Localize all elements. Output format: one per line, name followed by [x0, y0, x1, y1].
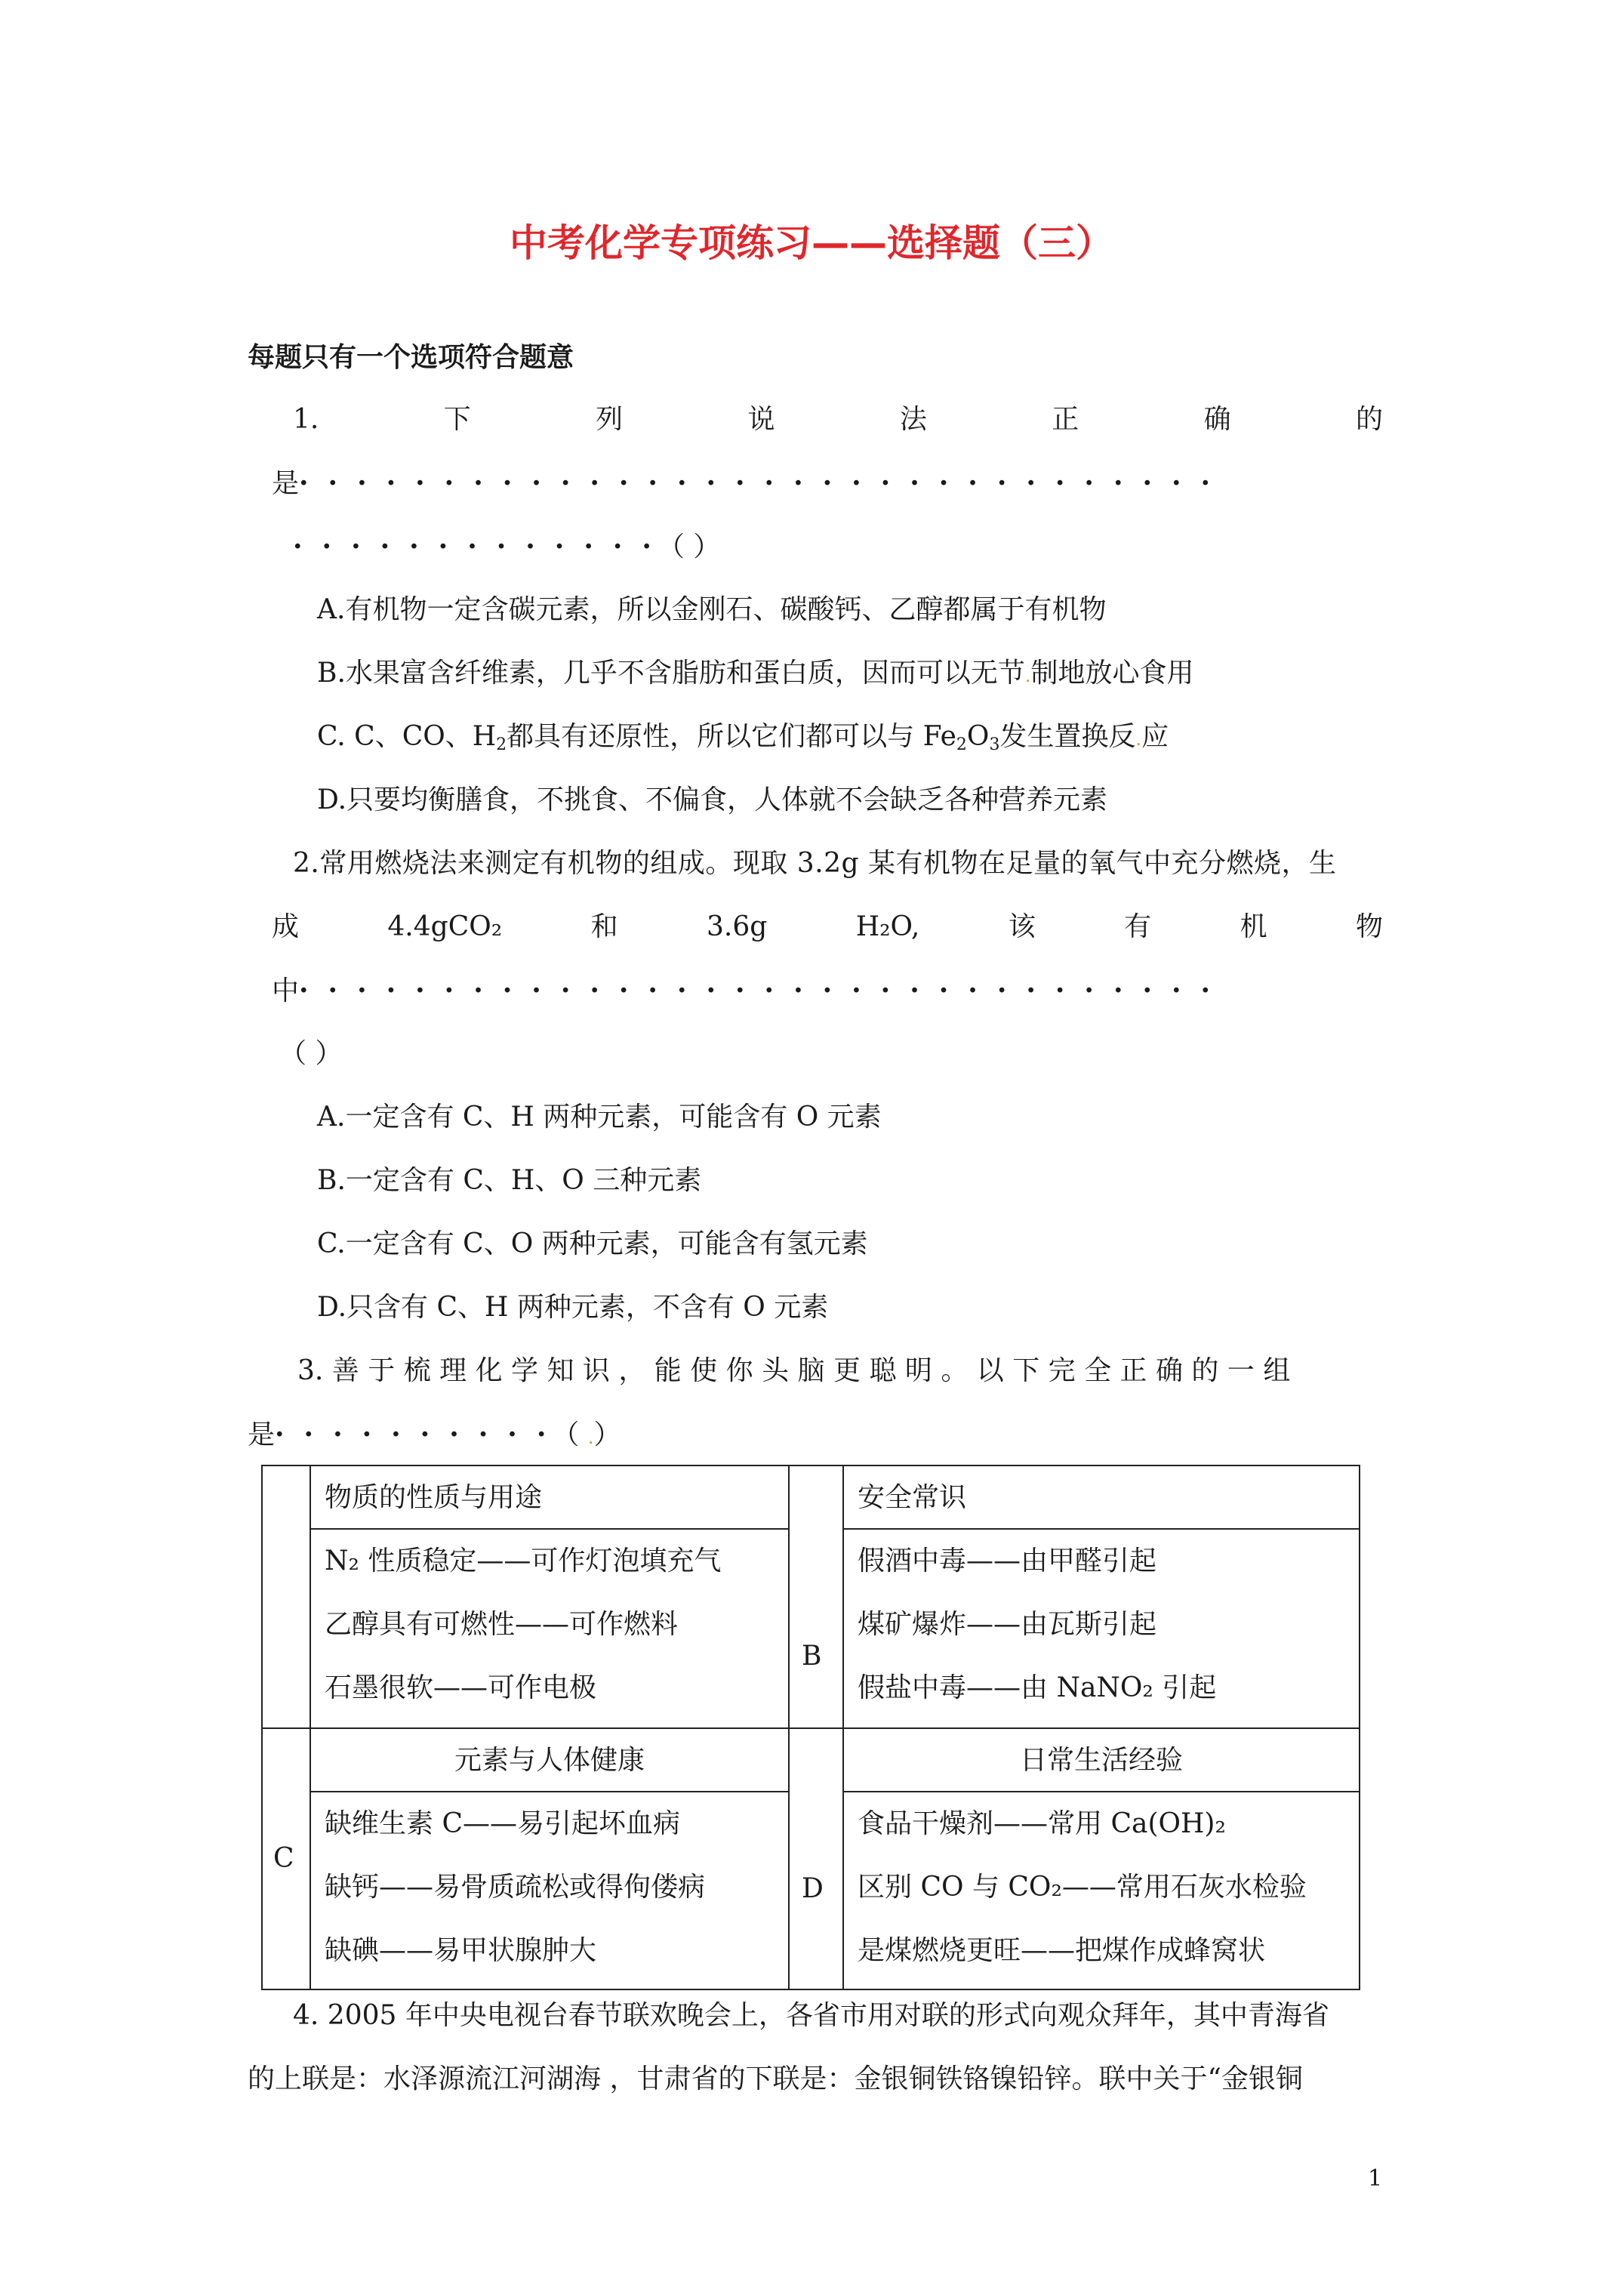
table-a-line: 乙醇具有可燃性——可作燃料	[325, 1609, 679, 1640]
table-d-line: 食品干燥剂——常用 Ca(OH)₂	[858, 1808, 1226, 1839]
q3-blank-mark: .	[587, 1427, 594, 1448]
q2-answer-blank: （ ）	[279, 1038, 343, 1069]
table-divider	[261, 1727, 1360, 1729]
q2-stem-line3	[272, 974, 1230, 1008]
q2-option-c: C.一定含有 C、O 两种元素，可能含有氢元素	[317, 1228, 868, 1259]
q2-stem-line2	[272, 911, 1383, 944]
q3-line2-start: 是	[248, 1419, 276, 1450]
q1-option-b-text-end: 制地放心食用	[1030, 658, 1194, 689]
q3-stem-line1: 3. 善 于 梳 理 化 学 知 识 ， 能 使 你 头 脑 更 聪 明 。 以 下 完 全 正 确 的 一 组	[297, 1355, 1291, 1386]
table-b-line: 假盐中毒——由 NaNO₂ 引起	[858, 1672, 1217, 1703]
q1-option-c-text: C. C、CO、H	[317, 721, 497, 752]
q1-option-c-text: 都具有还原性，所以它们都可以与 Fe	[507, 721, 956, 752]
q1-word: 1.	[293, 404, 319, 435]
table-a-line: 石墨很软——可作电极	[325, 1672, 597, 1703]
q2-word: 物	[1355, 911, 1383, 942]
q1-option-c	[317, 720, 1169, 756]
table-c-line: 缺维生素 C——易引起坏血病	[325, 1808, 680, 1839]
table-divider	[842, 1528, 1360, 1530]
instructions: 每题只有一个选项符合题意	[248, 342, 574, 373]
table-a-header: 物质的性质与用途	[325, 1482, 543, 1513]
q1-stem-line1	[293, 403, 1383, 436]
table-c-header: 元素与人体健康	[454, 1745, 645, 1776]
subscript: 2	[956, 735, 967, 754]
q1-option-b-mark: .	[1024, 665, 1031, 686]
q2-stem-line1: 2.常用燃烧法来测定有机物的组成。现取 3.2g 某有机物在足量的氧气中充分燃烧，生	[293, 848, 1337, 879]
q1-option-c-text: 发生置换反	[999, 721, 1136, 752]
q2-word: 3.6g	[707, 911, 768, 942]
q3-answer-blank-end: ）	[593, 1419, 621, 1450]
q2-word: 成	[272, 911, 300, 942]
q2-option-d: D.只含有 C、H 两种元素，不含有 O 元素	[317, 1292, 829, 1323]
q2-word: 有	[1124, 911, 1152, 942]
q1-word: 列	[596, 404, 624, 435]
table-b-label: B	[802, 1641, 822, 1672]
q2-word: 机	[1240, 911, 1267, 942]
table-divider	[310, 1528, 790, 1530]
q2-word: 和	[590, 911, 618, 942]
q1-word: 说	[747, 404, 775, 435]
page-number: 1	[1368, 2165, 1383, 2192]
q3-dot-leader: ··········	[275, 1419, 566, 1450]
q4-stem-line1: 4. 2005 年中央电视台春节联欢晚会上，各省市用对联的形式向观众拜年，其中青海省	[293, 2000, 1329, 2031]
table-d-label: D	[802, 1873, 824, 1904]
q2-word: H₂O,	[855, 911, 920, 942]
table-b-line: 假酒中毒——由甲醛引起	[858, 1546, 1157, 1576]
q2-line3-start: 中	[272, 975, 300, 1006]
q1-option-b	[317, 657, 1194, 692]
q1-option-c-mark: .	[1135, 729, 1142, 750]
table-c-line: 缺碘——易甲状腺肿大	[325, 1935, 597, 1966]
q1-stem-line2	[272, 467, 1230, 501]
table-d-header: 日常生活经验	[1019, 1745, 1183, 1776]
q1-dot-leader: ································	[299, 467, 1230, 499]
q2-option-b: B.一定含有 C、H、O 三种元素	[317, 1165, 702, 1196]
q1-option-a: A.有机物一定含碳元素，所以金刚石、碳酸钙、乙醇都属于有机物	[317, 594, 1107, 625]
q1-answer-blank: （ ）	[670, 532, 721, 562]
q1-word: 法	[899, 404, 927, 435]
page-title: 中考化学专项练习——选择题（三）	[510, 221, 1113, 265]
table-divider	[842, 1791, 1360, 1792]
subscript: 3	[989, 735, 1000, 754]
q1-line2-start: 是	[272, 468, 300, 499]
table-c-label: C	[273, 1843, 294, 1874]
q1-option-c-text: O	[966, 721, 990, 752]
q2-word: 4.4gCO₂	[387, 911, 503, 942]
q1-word: 下	[443, 404, 471, 435]
q1-word: 的	[1355, 404, 1383, 435]
table-b-header: 安全常识	[858, 1482, 967, 1513]
q1-option-d: D.只要均衡膳食，不挑食、不偏食，人体就不会缺乏各种营养元素	[317, 784, 1108, 815]
q2-option-a: A.一定含有 C、H 两种元素，可能含有 O 元素	[317, 1102, 882, 1133]
q1-dot-leader-2: ·············	[293, 531, 671, 562]
table-a-line: N₂ 性质稳定——可作灯泡填充气	[325, 1546, 722, 1576]
table-d-line: 是煤燃烧更旺——把煤作成蜂窝状	[858, 1935, 1266, 1966]
q1-word: 正	[1052, 404, 1079, 435]
table-b-line: 煤矿爆炸——由瓦斯引起	[858, 1609, 1157, 1640]
subscript: 2	[496, 735, 507, 754]
q3-stem-line2	[248, 1418, 621, 1454]
table-d-line: 区别 CO 与 CO₂——常用石灰水检验	[858, 1872, 1307, 1903]
q1-word: 确	[1203, 404, 1231, 435]
table-divider	[310, 1791, 790, 1792]
q1-stem-line3	[293, 530, 720, 564]
q2-word: 该	[1008, 911, 1036, 942]
q3-answer-blank: （	[565, 1419, 588, 1450]
q1-option-c-text: 应	[1141, 721, 1169, 752]
q4-stem-line2: 的上联是：水泽源流江河湖海 ，甘肃省的下联是：金银铜铁铬镍铅锌。联中关于“金银铜	[248, 2063, 1303, 2094]
q2-dot-leader: ································	[299, 975, 1230, 1006]
table-c-line: 缺钙——易骨质疏松或得佝偻病	[325, 1872, 706, 1903]
q1-option-b-text: B.水果富含纤维素，几乎不含脂肪和蛋白质，因而可以无节	[317, 658, 1025, 689]
